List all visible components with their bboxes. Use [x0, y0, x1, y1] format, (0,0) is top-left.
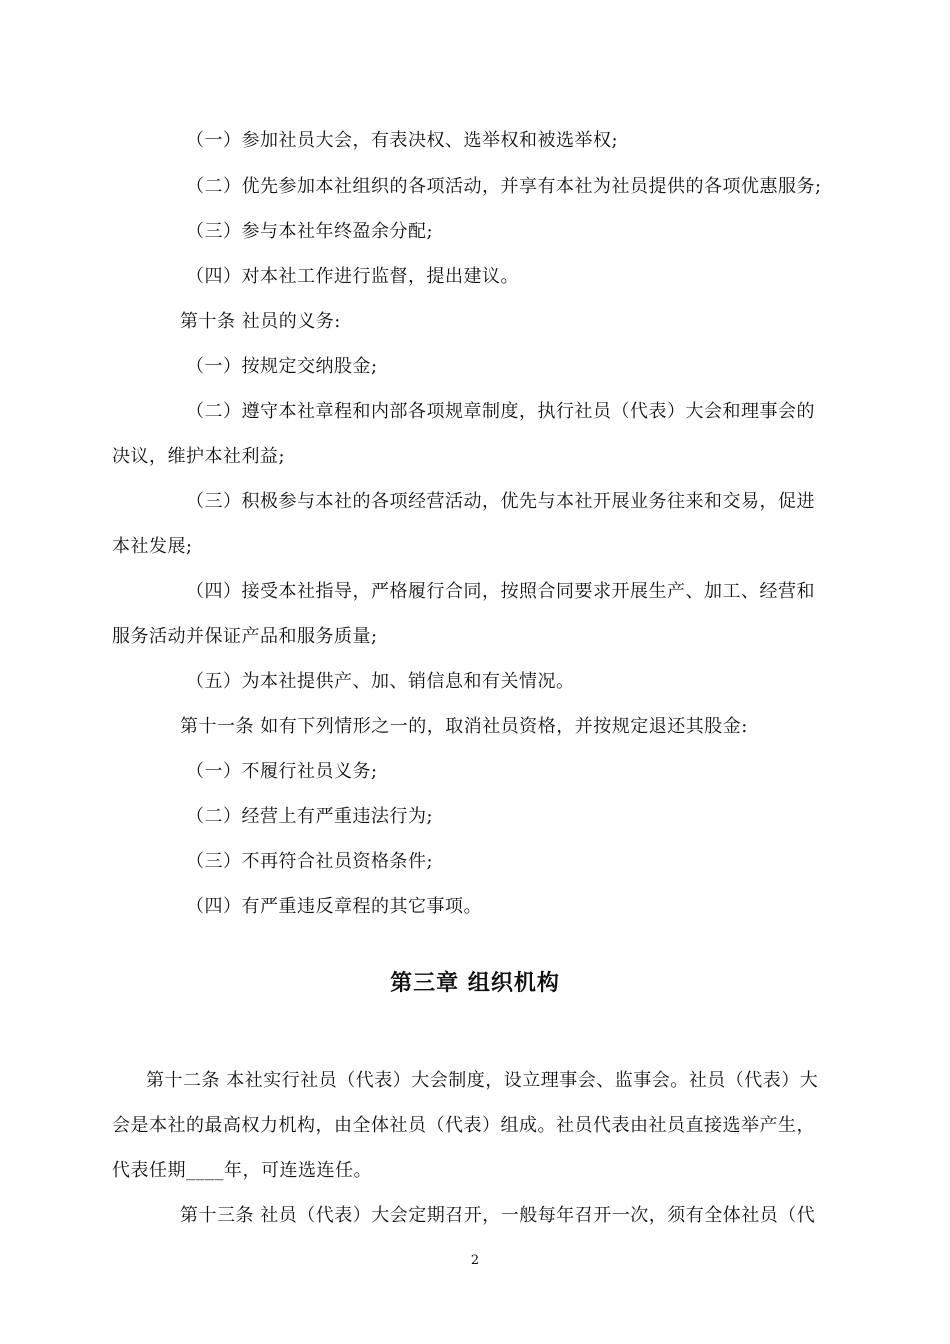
text-line: （四）有严重违反章程的其它事项。: [186, 896, 482, 917]
text-line: 本社发展;: [112, 536, 193, 557]
text-line: （四）对本社工作进行监督，提出建议。: [186, 266, 519, 287]
text-line: 服务活动并保证产品和服务质量;: [112, 626, 378, 647]
article-heading: 第十条 社员的义务:: [180, 311, 341, 332]
text-line: （三）参与本社年终盈余分配;: [186, 221, 434, 242]
text-line: 会是本社的最高权力机构，由全体社员（代表）组成。社员代表由社员直接选举产生，: [112, 1115, 815, 1136]
text-line: （一）不履行社员义务;: [186, 761, 378, 782]
article-heading: 第十一条 如有下列情形之一的，取消社员资格，并按规定退还其股金:: [180, 716, 748, 737]
page-number: 2: [470, 1253, 480, 1268]
article-heading: 第十三条 社员（代表）大会定期召开，一般每年召开一次，须有全体社员（代: [180, 1205, 816, 1226]
text-line: 决议，维护本社利益;: [112, 446, 286, 467]
text-line: （二）遵守本社章程和内部各项规章制度，执行社员（代表）大会和理事会的: [186, 401, 815, 422]
text-line: （四）接受本社指导，严格履行合同，按照合同要求开展生产、加工、经营和: [186, 581, 815, 602]
text-line: （二）经营上有严重违法行为;: [186, 806, 434, 827]
text-line: 代表任期____年，可连选连任。: [112, 1160, 372, 1181]
chapter-title: 第三章 组织机构: [390, 971, 560, 996]
text-line: （一）按规定交纳股金;: [186, 356, 378, 377]
text-line: （三）不再符合社员资格条件;: [186, 851, 434, 872]
text-line: （三）积极参与本社的各项经营活动，优先与本社开展业务往来和交易，促进: [186, 491, 815, 512]
article-heading: 第十二条 本社实行社员（代表）大会制度，设立理事会、监事会。社员（代表）大: [146, 1070, 819, 1091]
text-line: （一）参加社员大会，有表决权、选举权和被选举权;: [186, 130, 619, 151]
text-line: （二）优先参加本社组织的各项活动，并享有本社为社员提供的各项优惠服务;: [186, 176, 822, 197]
text-line: （五）为本社提供产、加、销信息和有关情况。: [186, 671, 575, 692]
